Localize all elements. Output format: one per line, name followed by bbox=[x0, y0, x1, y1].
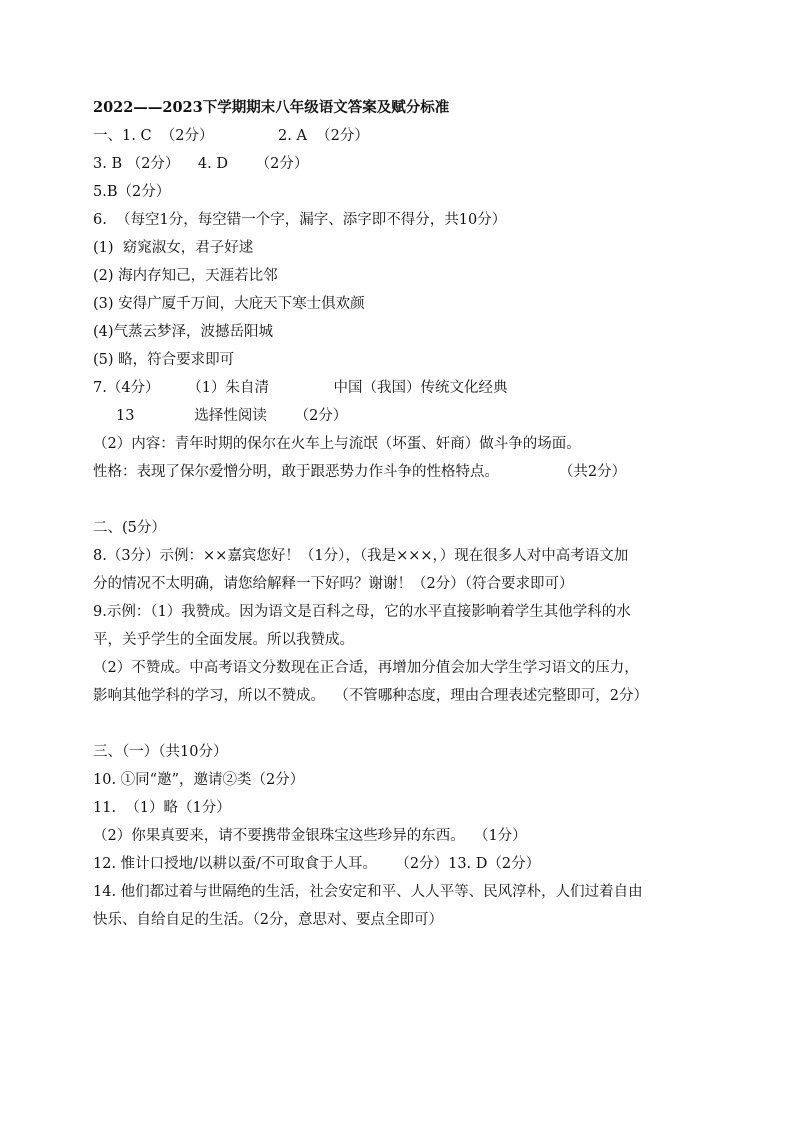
answer-line-10: 7.（4分） （1）朱自清 中国（我国）传统文化经典 bbox=[93, 380, 508, 396]
answer-line-9: (5) 略，符合要求即可 bbox=[93, 352, 235, 368]
answer-line-21: 影响其他学科的学习，所以不赞成。 （不管哪种态度，理由合理表述完整即可，2分） bbox=[93, 688, 648, 704]
answer-line-13: 性格：表现了保尔爱憎分明，敢于跟恶势力作斗争的性格特点。 （共2分） bbox=[93, 464, 627, 480]
answer-line-5: (1) 窈窕淑女，君子好逑 bbox=[93, 240, 254, 256]
answer-line-12: （2）内容：青年时期的保尔在火车上与流氓（坏蛋、奸商）做斗争的场面。 bbox=[93, 436, 581, 452]
answer-line-20: （2）不赞成。中高考语文分数现在正合适，再增加分值会加大学生学习语文的压力， bbox=[93, 660, 639, 676]
answer-line-24: 10. ①同“邀”，邀请②类（2分） bbox=[93, 772, 305, 788]
answer-line-18: 9.示例：（1）我赞成。因为语文是百科之母，它的水平直接影响着学生其他学科的水 bbox=[93, 604, 631, 620]
answer-line-28: 14. 他们都过着与世隔绝的生活，社会安定和平、人人平等、民风淳朴，人们过着自由 bbox=[93, 884, 643, 900]
answer-line-17: 分的情况不太明确，请您给解释一下好吗？谢谢！（2分）（符合要求即可） bbox=[93, 576, 574, 592]
answer-line-15: 二、(5分） bbox=[93, 520, 166, 536]
answer-line-29: 快乐、自给自足的生活。（2分，意思对、要点全即可） bbox=[93, 912, 443, 928]
answer-line-11: 13 选择性阅读 （2分） bbox=[93, 408, 348, 424]
answer-line-1: 一、1. C （2分） 2. A （2分） bbox=[93, 128, 369, 144]
answer-line-8: (4)气蒸云梦泽，波撼岳阳城 bbox=[93, 324, 274, 340]
answer-line-23: 三、（一）（共10分） bbox=[93, 744, 228, 760]
answer-line-3: 5.B（2分） bbox=[93, 184, 171, 200]
answer-line-7: (3) 安得广厦千万间，大庇天下寒士俱欢颜 bbox=[93, 296, 365, 312]
answer-line-27: 12. 惟计口授地/以耕以蚕/不可取食于人耳。 （2分）13. D（2分） bbox=[93, 856, 541, 872]
answer-line-6: (2) 海内存知己，天涯若比邻 bbox=[93, 268, 278, 284]
answer-line-25: 11. （1）略（1分） bbox=[93, 800, 231, 816]
answer-line-19: 平，关乎学生的全面发展。所以我赞成。 bbox=[93, 632, 354, 648]
answer-line-16: 8.（3分）示例：××嘉宾您好！（1分），（我是×××，）现在很多人对中高考语文加 bbox=[93, 548, 629, 564]
answer-line-2: 3. B （2分） 4. D （2分） bbox=[93, 156, 309, 172]
answer-line-26: （2）你果真要来，请不要携带金银珠宝这些珍异的东西。 （1分） bbox=[93, 828, 527, 844]
answer-line-4: 6. （每空1分，每空错一个字，漏字、添字即不得分，共10分） bbox=[93, 212, 507, 228]
document-title: 2022——2023下学期期末八年级语文答案及赋分标准 bbox=[93, 99, 450, 116]
